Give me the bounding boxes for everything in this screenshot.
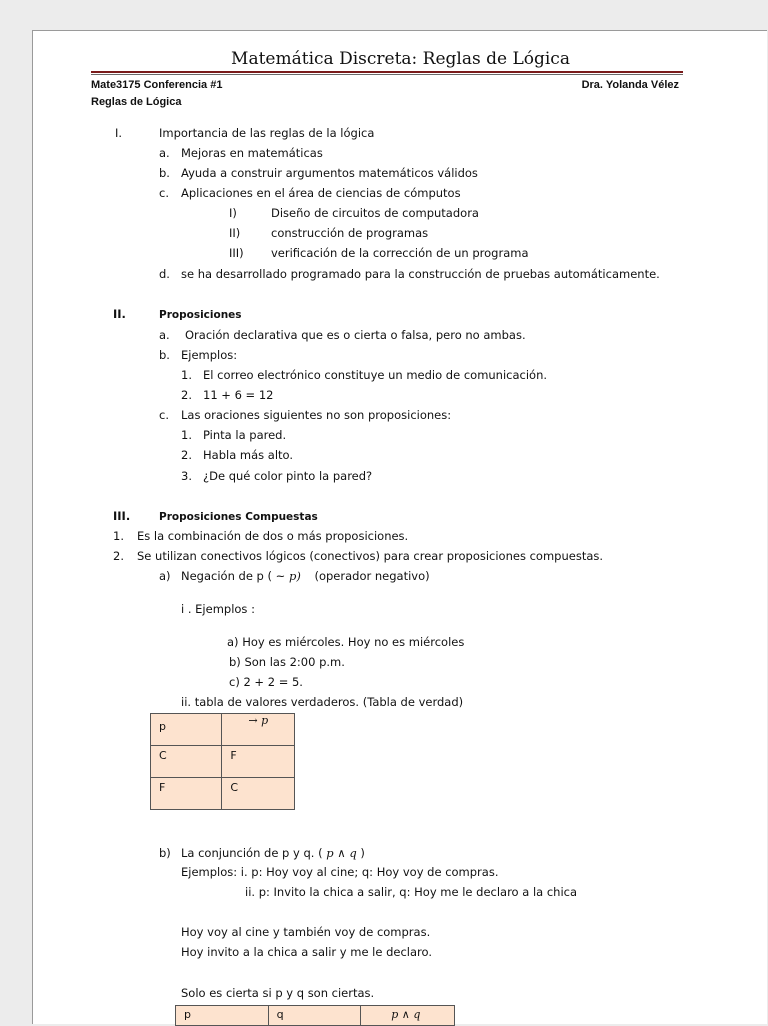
list-item: Se utilizan conectivos lógicos (conectivos) para crear proposiciones compuestas. <box>137 549 604 563</box>
course-label: Mate3175 Conferencia #1 <box>91 79 223 91</box>
example-line: a) Hoy es miércoles. Hoy no es miércoles <box>227 635 465 649</box>
list-marker: b. <box>159 348 170 362</box>
negation-text: Negación de p ( ~ <box>181 569 286 583</box>
example-line: ii. p: Invito la chica a salir, q: Hoy me le declaro a la chica <box>245 885 578 899</box>
conjunction-rule: Solo es cierta si p y q son ciertas. <box>181 986 375 1000</box>
list-item: se ha desarrollado programado para la construcción de pruebas automáticamente. <box>181 267 660 281</box>
list-item: 11 + 6 = 12 <box>203 388 274 402</box>
document-page <box>32 30 767 1024</box>
list-marker: c. <box>159 408 169 422</box>
table-header-cell: p ∧ q <box>361 1006 455 1026</box>
document-title: Matemática Discreta: Reglas de Lógica <box>231 49 570 69</box>
list-item: Es la combinación de dos o más proposiciones. <box>137 529 409 543</box>
examples-label: i . Ejemplos : <box>181 602 255 616</box>
conjunction-truth-table <box>175 1005 455 1026</box>
list-marker: b. <box>159 166 170 180</box>
negation-truth-table <box>150 713 295 810</box>
list-marker: 2. <box>181 388 192 402</box>
conjunction-symbol: p ∧ q <box>326 846 357 860</box>
list-marker: 2. <box>113 549 124 563</box>
list-marker: 1. <box>113 529 124 543</box>
negation-symbol: p) <box>288 569 301 583</box>
conjunction-line <box>181 846 365 860</box>
conjunction-close: ) <box>360 846 365 860</box>
list-item: Las oraciones siguientes no son proposiciones: <box>181 408 452 422</box>
list-marker: b) <box>159 846 171 860</box>
list-item: Oración declarativa que es o cierta o falsa, pero no ambas. <box>185 328 526 342</box>
list-marker: 2. <box>181 448 192 462</box>
table-header-cell: p <box>151 714 222 746</box>
list-item: Pinta la pared. <box>203 428 287 442</box>
list-marker: d. <box>159 267 170 281</box>
section-ii-heading: Proposiciones <box>159 309 242 321</box>
list-item: ¿De qué color pinto la pared? <box>203 469 373 483</box>
example-line: Ejemplos: i. p: Hoy voy al cine; q: Hoy voy de compras. <box>181 865 499 879</box>
list-marker: II) <box>229 226 241 240</box>
example-line: c) 2 + 2 = 5. <box>229 675 303 689</box>
truth-table-caption: ii. tabla de valores verdaderos. (Tabla de verdad) <box>181 695 464 709</box>
section-i-text: Importancia de las reglas de la lógica <box>159 126 375 140</box>
list-marker: I) <box>229 206 237 220</box>
list-item: construcción de programas <box>271 226 429 240</box>
table-cell: F <box>151 778 222 810</box>
section-iii-heading: Proposiciones Compuestas <box>159 511 318 523</box>
doc-subtitle: Reglas de Lógica <box>91 96 182 108</box>
table-header-cell: p <box>176 1006 269 1026</box>
list-item: verificación de la corrección de un programa <box>271 246 529 260</box>
table-header-cell: q <box>268 1006 361 1026</box>
table-cell: F <box>222 746 295 778</box>
list-marker: 1. <box>181 428 192 442</box>
list-marker: a. <box>159 146 170 160</box>
example-line: b) Son las 2:00 p.m. <box>229 655 345 669</box>
list-item: Aplicaciones en el área de ciencias de cómputos <box>181 186 461 200</box>
list-item: Habla más alto. <box>203 448 294 462</box>
conjunction-text: La conjunción de p y q. ( <box>181 846 323 860</box>
table-cell: C <box>222 778 295 810</box>
sentence-line: Hoy voy al cine y también voy de compras. <box>181 925 431 939</box>
list-marker: 1. <box>181 368 192 382</box>
list-item: Ayuda a construir argumentos matemáticos válidos <box>181 166 478 180</box>
negation-line <box>181 569 430 583</box>
negation-note: (operador negativo) <box>314 569 430 583</box>
list-item: El correo electrónico constituye un medio de comunicación. <box>203 368 548 382</box>
list-marker: c. <box>159 186 169 200</box>
section-i-number: I. <box>115 126 123 140</box>
table-cell: C <box>151 746 222 778</box>
list-item: Mejoras en matemáticas <box>181 146 323 160</box>
list-marker: a) <box>159 569 171 583</box>
table-header-cell: → p <box>222 714 295 746</box>
list-item: Diseño de circuitos de computadora <box>271 206 479 220</box>
section-iii-number: III. <box>113 509 131 523</box>
author-label: Dra. Yolanda Vélez <box>581 79 679 91</box>
list-marker: III) <box>229 246 244 260</box>
sentence-line: Hoy invito a la chica a salir y me le declaro. <box>181 945 433 959</box>
list-marker: 3. <box>181 469 192 483</box>
title-rule-gray <box>91 74 683 75</box>
title-rule-red <box>91 71 683 73</box>
list-item: Ejemplos: <box>181 348 238 362</box>
list-marker: a. <box>159 328 170 342</box>
section-ii-number: II. <box>113 307 126 321</box>
